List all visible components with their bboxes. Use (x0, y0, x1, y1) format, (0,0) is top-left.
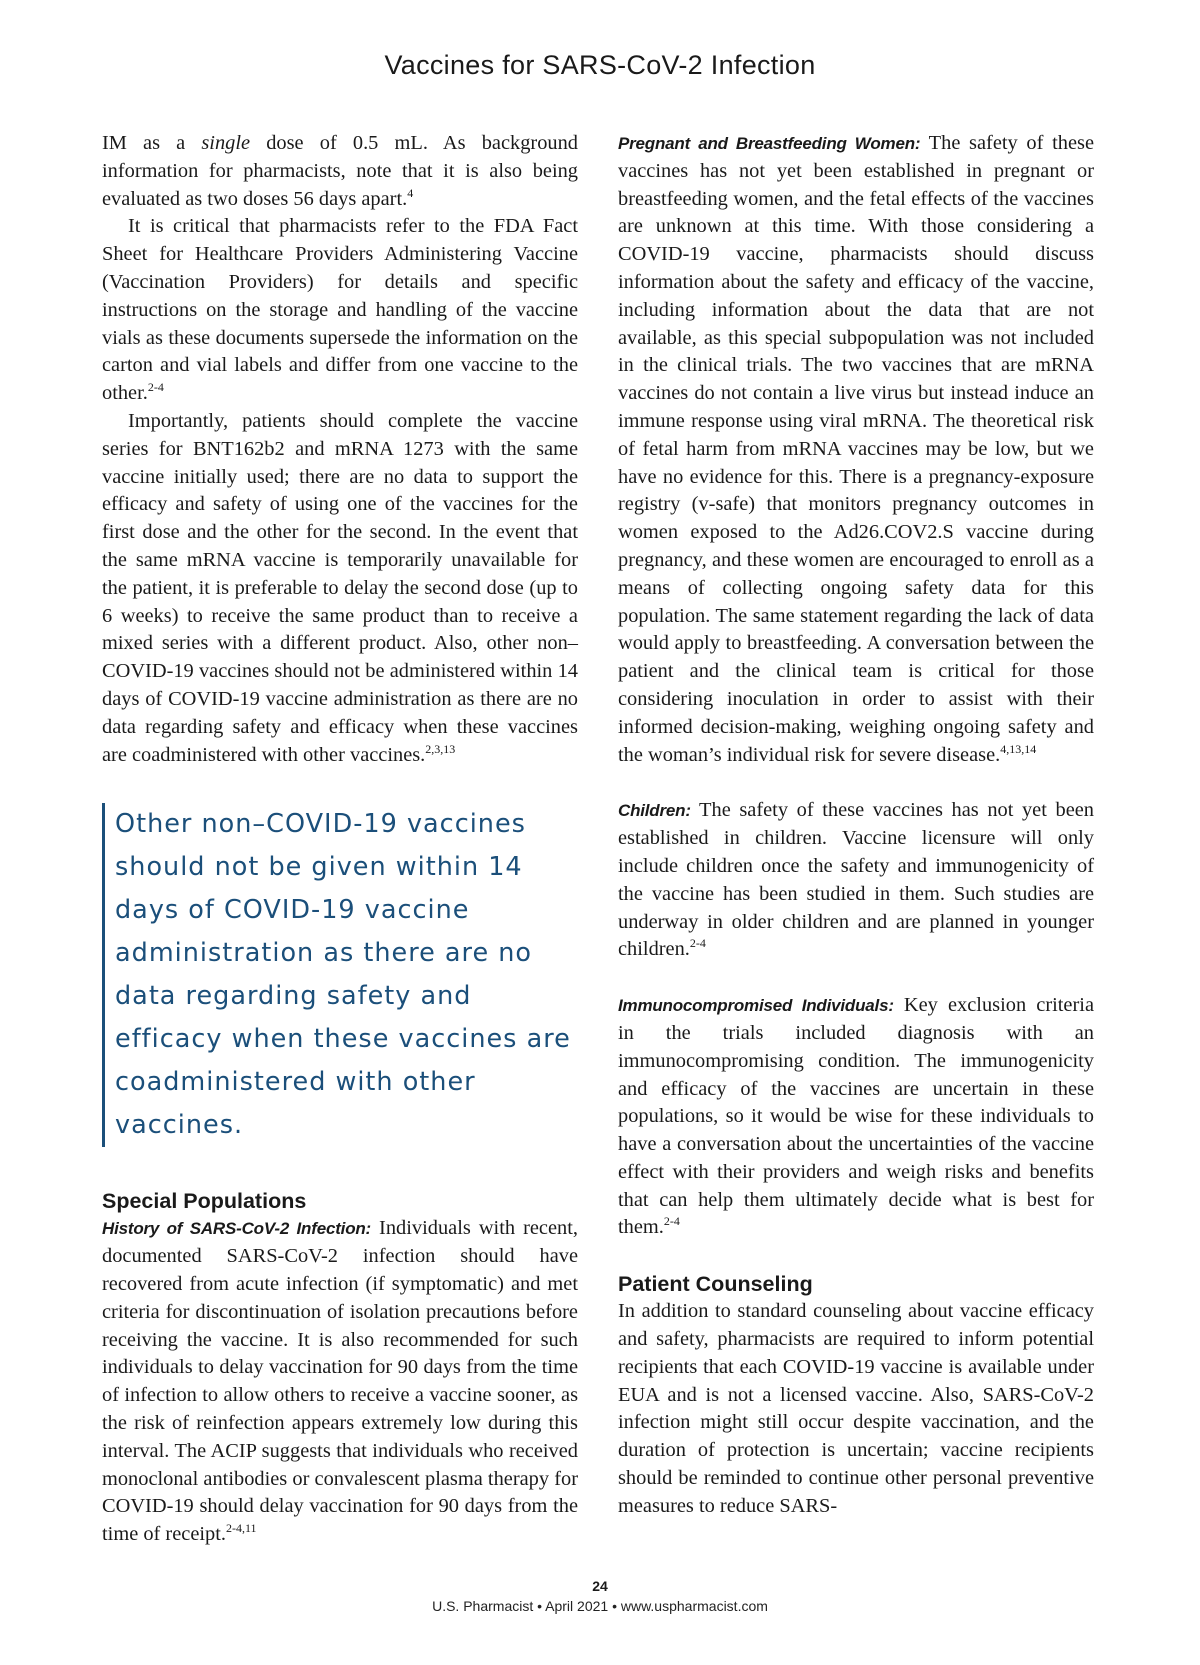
paragraph-immunocompromised: Immunocompromised Individuals: Key exclusion criteria in the trials included diagnosis with an immunocompromising condition. The immunogenicity and efficacy of the vaccines are uncertain in these populations, so it would be wise for these individuals to have a conversation about the uncertainties of the vaccine effect with their providers and weigh risks and benefits that can help them ultimately decide what is best for them.$^{2-4}$ (618, 994, 1094, 1239)
citation: 2-4 (689, 936, 706, 951)
page-number: 24 (592, 1578, 608, 1594)
paragraph-fact-sheet: It is critical that pharmacists refer to the FDA Fact Sheet for Healthcare Providers Administering Vaccine (Vaccination Providers) for details and specific instructions on the storage and handling of the vaccine vials as these documents supersede the information on the carton and vial labels and differ from one vaccine to the other.$^{2-4}$ (102, 215, 578, 405)
paragraph-counseling: In addition to standard counseling about vaccine efficacy and safety, pharmacists are required to inform potential recipients that each COVID-19 vaccine is available under EUA and is not a licensed vaccine. Also, SARS-CoV-2 infection might still occur despite vaccination, and the duration of protection is uncertain; vaccine recipients should be reminded to continue other personal preventive measures to reduce SARS- (618, 1300, 1094, 1517)
citation: 2-4 (663, 1214, 680, 1229)
runin-label: Children: (618, 801, 691, 821)
runin-label: History of SARS-CoV-2 Infection: (102, 1219, 372, 1239)
citation: 2-4,11 (226, 1521, 257, 1536)
section-heading-patient-counseling: Patient Counseling (618, 1272, 813, 1297)
right-column (618, 130, 1094, 1521)
citation: 4 (407, 185, 414, 200)
pull-quote: Other non–COVID-19 vaccines should not be given within 14 days of COVID-19 vaccine administration as there are no data regarding safety and efficacy when these vaccines are coadministered with other vaccines. (102, 803, 578, 1147)
paragraph-series: Importantly, patients should complete the vaccine series for BNT162b2 and mRNA 1273 with the same vaccine initially used; there are no data to support the efficacy and safety of using one of the vaccines for the first dose and the other for the second. In the event that the same mRNA vaccine is temporarily unavailable for the patient, it is preferable to delay the second dose (up to 6 weeks) to receive the same product than to receive a mixed series with a different product. Also, other non–COVID-19 vaccines should not be administered within 14 days of COVID-19 vaccine administration as there are no data regarding safety and efficacy when these vaccines are coadministered with other vaccines.$^{2,3,13}$ (102, 409, 578, 766)
page-title: Vaccines for SARS-CoV-2 Infection (384, 50, 816, 80)
paragraph-history-infection: History of SARS-CoV-2 Infection: Individuals with recent, documented SARS-CoV-2 infection should have recovered from acute infection (if symptomatic) and met criteria for discontinuation of isolation precautions before receiving the vaccine. It is also recommended for such individuals to delay vaccination for 90 days from the time of infection to allow others to receive a vaccine sooner, as the risk of reinfection appears extremely low during this interval. The ACIP suggests that individuals who received monoclonal antibodies or convalescent plasma therapy for COVID-19 should delay vaccination for 90 days from the time of receipt.$^{2-4,11}$ (102, 1217, 578, 1546)
paragraph-pregnant: Pregnant and Breastfeeding Women: The safety of these vaccines has not yet been established in pregnant or breastfeeding women, and the fetal effects of the vaccines are unknown at this time. With those considering a COVID-19 vaccine, pharmacists should discuss information about the safety and efficacy of the vaccine, including information about the data that are not available, as this special subpopulation was not included in the clinical trials. The two vaccines that are mRNA vaccines do not contain a live virus but instead induce an immune response using viral mRNA. The theoretical risk of fetal harm from mRNA vaccines may be low, but we have no evidence for this. There is a pregnancy-exposure registry (v-safe) that monitors pregnancy outcomes in women exposed to the Ad26.COV2.S vaccine during pregnancy, and these women are encouraged to enroll as a means of collecting ongoing safety data for this population. The same statement regarding the lack of data would apply to breastfeeding. A conversation between the patient and the clinical team is critical for those considering inoculation in order to assist with their informed decision-making, weighing ongoing safety and the woman’s individual risk for severe disease.$^{4,13,14}$ (618, 132, 1094, 766)
paragraph-dosing: IM as a single dose of 0.5 mL. As background information for pharmacists, note that it is also being evaluated as two doses 56 days apart.$^4$ (102, 132, 578, 210)
paragraph-children: Children: The safety of these vaccines has not yet been established in children. Vaccine licensure will only include children once the safety and immunogenicity of the vaccine has been studied in them. Such studies are underway in older children and are planned in younger children.$^{2-4}$ (618, 799, 1094, 961)
citation: 4,13,14 (1000, 741, 1037, 756)
left-column (102, 130, 578, 1549)
runin-label: Pregnant and Breastfeeding Women: (618, 134, 921, 153)
section-heading-special-populations: Special Populations (102, 1189, 307, 1214)
citation: 2-4 (147, 380, 164, 395)
citation: 2,3,13 (425, 741, 456, 756)
runin-label: Immunocompromised Individuals: (618, 996, 894, 1016)
footer-publication: U.S. Pharmacist • April 2021 • www.uspharmacist.com (432, 1598, 768, 1614)
